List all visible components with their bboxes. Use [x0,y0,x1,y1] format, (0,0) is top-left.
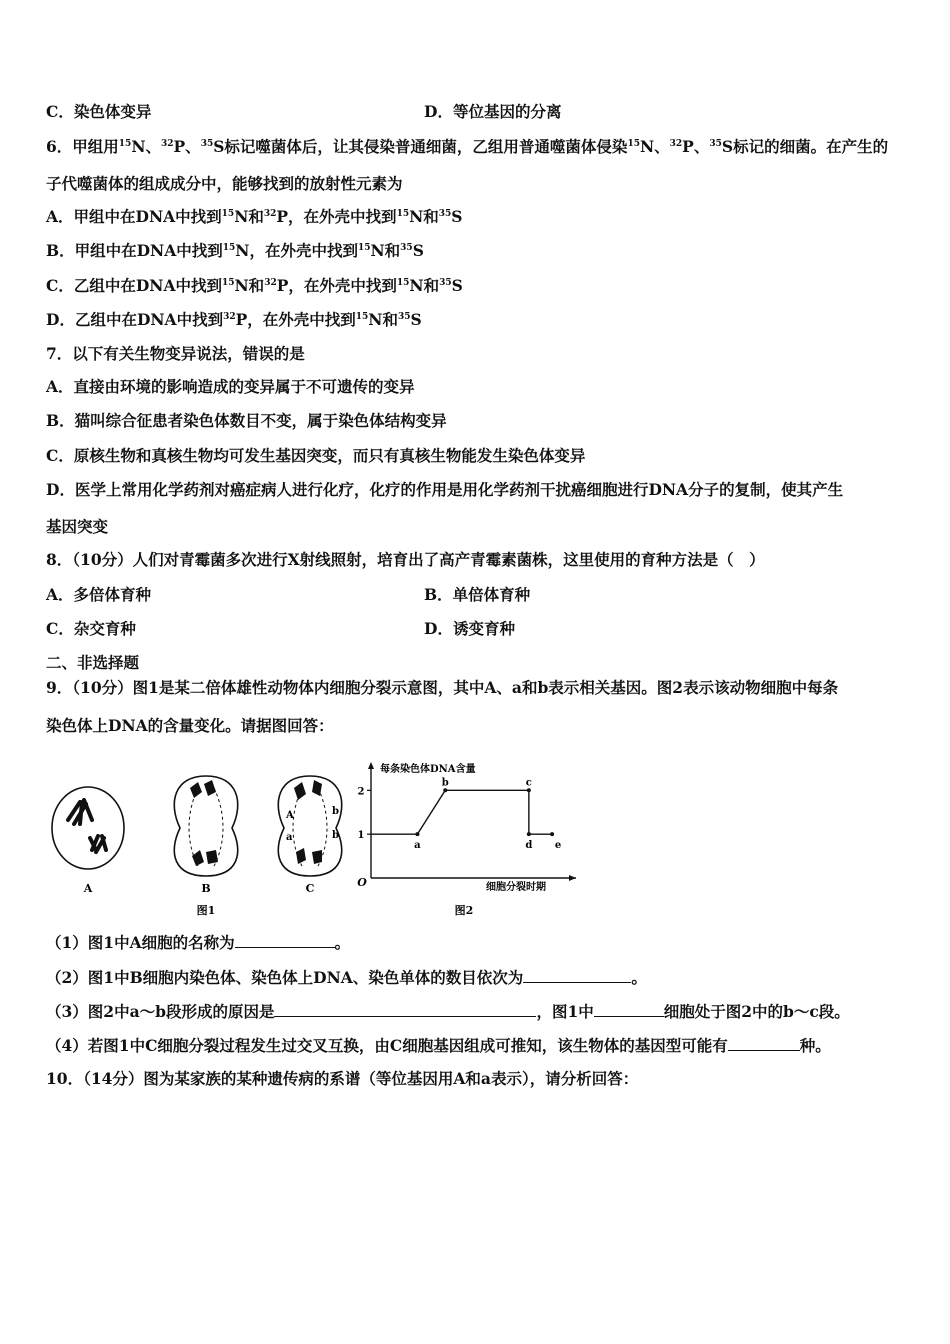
answer-blank-1[interactable] [235,932,335,948]
point-label-d: d [525,840,533,852]
cell-label-b: B [201,882,211,895]
q6-stem-line2: 子代噬菌体的组成成分中，能够找到的放射性元素为 [46,174,403,193]
q6-option-c: C．乙组中在DNA中找到$^{15}$N和$^{32}$P，在外壳中找到$^{15}$N和$^{35}$S [46,276,463,295]
fig1-caption: 图1 [196,904,216,917]
answer-blank-4[interactable] [594,1001,664,1017]
q5-option-row [46,102,562,122]
q8-option-d: D．诱变育种 [424,619,515,638]
q8-stem: 8．（10分）人们对青霉菌多次进行X射线照射，培育出了高产青霉素菌株，这里使用的育种方法是（ ） [46,550,765,569]
x-axis-label: 细胞分裂时期 [486,882,546,893]
gene-label-b-upper: b [332,806,339,817]
q6-option-a: A．甲组中在DNA中找到$^{15}$N和$^{32}$P，在外壳中找到$^{15}$N和$^{35}$S [46,207,463,226]
q8-option-row1 [46,585,531,605]
origin-label: O [357,876,367,889]
y-tick-label-1: 1 [357,830,365,842]
fig2-caption: 图2 [454,904,474,917]
point-label-c: c [525,777,532,789]
q5-option-c: C．染色体变异 [46,102,152,121]
q7-option-a: A．直接由环境的影响造成的变异属于不可遗传的变异 [46,377,415,396]
q5-option-d: D．等位基因的分离 [424,102,562,121]
answer-blank-2[interactable] [523,967,631,983]
q8-option-c: C．杂交育种 [46,619,136,638]
q10-stem: 10．（14分）图为某家族的某种遗传病的系谱（等位基因用A和a表示），请分析回答： [46,1069,639,1088]
q9-sub3: （3）图2中a～b段形成的原因是 ，图1中 细胞处于图2中的b～c段。 [46,1002,850,1021]
q7-option-d-line2: 基因突变 [46,517,109,536]
q6-stem-line1: 6．甲组用$^{15}$N、$^{32}$P、$^{35}$S标记噬菌体后，让其侵染普通细菌，乙组用普通噬菌体侵染$^{15}$N、$^{32}$P、$^{35}$S标记的细菌。在产生的 [46,137,889,156]
answer-blank-5[interactable] [728,1035,800,1051]
q8-option-b: B．单倍体育种 [424,585,531,604]
q9-stem-line2: 染色体上DNA的含量变化。请据图回答： [46,716,334,735]
q9-figures [46,758,606,923]
q8-option-a: A．多倍体育种 [46,585,152,604]
cell-label-c: C [305,882,315,895]
gene-label-b-lower: b [332,830,339,841]
y-axis-label: 每条染色体DNA含量 [380,764,476,775]
q7-stem: 7．以下有关生物变异说法，错误的是 [46,344,305,363]
q9-sub1: （1）图1中A细胞的名称为 。 [46,933,351,952]
y-axis-arrow [368,762,374,769]
answer-blank-3[interactable] [274,1001,536,1017]
q9-stem-line1: 9．（10分）图1是某二倍体雄性动物体内细胞分裂示意图，其中A、a和b表示相关基因。图2表示该动物细胞中每条 [46,678,839,697]
data-point-e [550,832,554,836]
q9-sub4: （4）若图1中C细胞分裂过程发生过交叉互换，由C细胞基因组成可推知，该生物体的基因型可能有 种。 [46,1036,831,1055]
cell-b-diagram [174,776,237,895]
q7-option-d-line1: D．医学上常用化学药剂对癌症病人进行化疗，化疗的作用是用化学药剂干扰癌细胞进行DNA分子的复制，使其产生 [46,480,844,499]
q7-option-c: C．原核生物和真核生物均可发生基因突变，而只有真核生物能发生染色体变异 [46,446,586,465]
q6-option-b: B．甲组中在DNA中找到$^{15}$N，在外壳中找到$^{15}$N和$^{35}$S [46,241,424,260]
section-heading: 二、非选择题 [46,653,140,672]
y-tick-label-2: 2 [357,786,365,798]
x-axis-arrow [569,875,576,881]
gene-label-a-upper: A [286,810,294,821]
point-label-b: b [441,777,449,789]
point-label-a: a [414,840,421,852]
data-point-c [527,788,531,792]
q6-option-d: D．乙组中在DNA中找到$^{32}$P，在外壳中找到$^{15}$N和$^{35}$S [46,310,422,329]
q7-option-b: B．猫叫综合征患者染色体数目不变，属于染色体结构变异 [46,411,447,430]
cell-a-diagram [52,787,124,895]
cell-label-a: A [83,882,93,895]
series-segment [417,790,445,834]
data-point-a [415,832,419,836]
cell-c-diagram [278,776,341,895]
q8-option-row2 [46,619,515,639]
q9-sub2: （2）图1中B细胞内染色体、染色体上DNA、染色单体的数目依次为 。 [46,968,647,987]
data-point-d [527,832,531,836]
dna-content-chart [357,762,576,917]
data-point-b [443,788,447,792]
point-label-e: e [554,840,562,852]
gene-label-a-lower: a [286,832,293,843]
